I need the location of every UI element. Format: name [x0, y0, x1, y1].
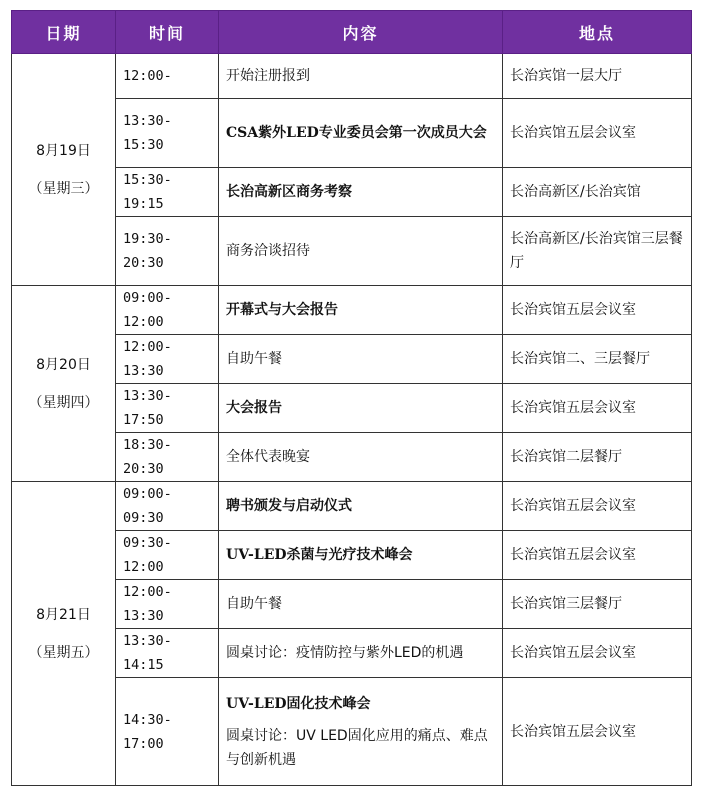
date-label: 8月20日: [36, 356, 91, 373]
table-row: [12, 286, 692, 335]
content-cell: 自助午餐: [219, 580, 503, 629]
weekday-label: （星期五）: [28, 644, 99, 661]
header-row: [12, 11, 692, 54]
place-cell: 长治宾馆五层会议室: [503, 482, 692, 531]
date-label: 8月21日: [36, 606, 91, 623]
time-cell: 09:30-12:00: [116, 531, 219, 580]
header-date: 日期: [12, 11, 116, 54]
time-cell: 12:00-13:30: [116, 335, 219, 384]
content-cell: 开幕式与大会报告: [219, 286, 503, 335]
table-row: [12, 54, 692, 99]
time-cell: 19:30-20:30: [116, 217, 219, 286]
content-cell: 全体代表晚宴: [219, 433, 503, 482]
content-cell: 自助午餐: [219, 335, 503, 384]
schedule-table: [11, 10, 692, 786]
date-cell: [12, 54, 116, 286]
content-cell: [219, 678, 503, 786]
content-cell: UV-LED杀菌与光疗技术峰会: [219, 531, 503, 580]
session-title: UV-LED固化技术峰会: [226, 695, 371, 712]
time-cell: 12:00-13:30: [116, 580, 219, 629]
table-row: [12, 482, 692, 531]
place-cell: 长治宾馆五层会议室: [503, 531, 692, 580]
header-place: 地点: [503, 11, 692, 54]
date-label: 8月19日: [36, 142, 91, 159]
weekday-label: （星期四）: [28, 394, 99, 411]
time-cell: 13:30-15:30: [116, 99, 219, 168]
time-cell: 12:00-: [116, 54, 219, 99]
content-cell: 大会报告: [219, 384, 503, 433]
session-subtitle: 圆桌讨论：UV LED固化应用的痛点、难点与创新机遇: [226, 727, 488, 768]
time-cell: 09:00-09:30: [116, 482, 219, 531]
content-cell: 聘书颁发与启动仪式: [219, 482, 503, 531]
content-cell: CSA紫外LED专业委员会第一次成员大会: [219, 99, 503, 168]
place-cell: 长治宾馆一层大厅: [503, 54, 692, 99]
time-cell: 15:30-19:15: [116, 168, 219, 217]
date-cell: [12, 482, 116, 786]
place-cell: 长治高新区/长治宾馆三层餐厅: [503, 217, 692, 286]
date-cell: [12, 286, 116, 482]
place-cell: 长治宾馆三层餐厅: [503, 580, 692, 629]
content-cell: 长治高新区商务考察: [219, 168, 503, 217]
place-cell: 长治宾馆五层会议室: [503, 286, 692, 335]
time-cell: 13:30-17:50: [116, 384, 219, 433]
header-content: 内容: [219, 11, 503, 54]
content-cell: 开始注册报到: [219, 54, 503, 99]
time-cell: 09:00-12:00: [116, 286, 219, 335]
place-cell: 长治高新区/长治宾馆: [503, 168, 692, 217]
place-cell: 长治宾馆二层餐厅: [503, 433, 692, 482]
weekday-label: （星期三）: [28, 180, 99, 197]
content-cell: 商务洽谈招待: [219, 217, 503, 286]
place-cell: 长治宾馆五层会议室: [503, 678, 692, 786]
content-cell: 圆桌讨论：疫情防控与紫外LED的机遇: [219, 629, 503, 678]
place-cell: 长治宾馆五层会议室: [503, 629, 692, 678]
header-time: 时间: [116, 11, 219, 54]
time-cell: 14:30-17:00: [116, 678, 219, 786]
time-cell: 13:30-14:15: [116, 629, 219, 678]
place-cell: 长治宾馆五层会议室: [503, 99, 692, 168]
place-cell: 长治宾馆五层会议室: [503, 384, 692, 433]
time-cell: 18:30-20:30: [116, 433, 219, 482]
place-cell: 长治宾馆二、三层餐厅: [503, 335, 692, 384]
